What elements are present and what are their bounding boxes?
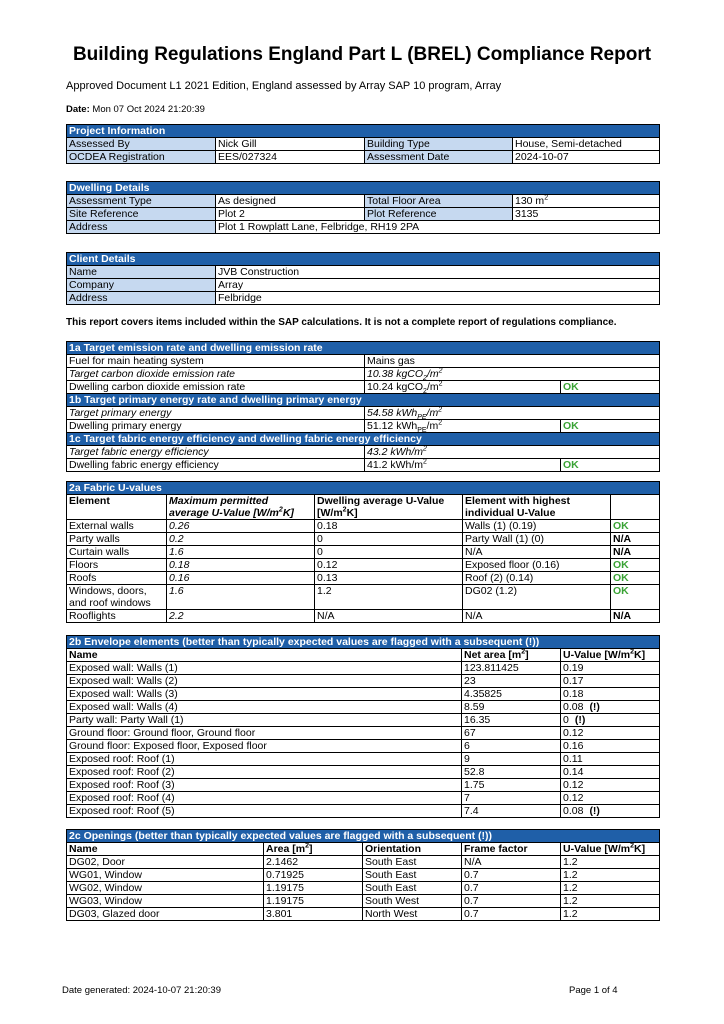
table-row <box>67 572 660 585</box>
tfee-value <box>365 446 660 459</box>
fabric-col-highest <box>463 495 611 520</box>
envelope-area: 67 <box>462 727 561 740</box>
section-1b-header: 1b Target primary energy rate and dwelling primary energy <box>67 394 660 407</box>
report-subtitle: Approved Document L1 2021 Edition, England assessed by Array SAP 10 program, Array <box>66 80 502 92</box>
ter-sup: 2 <box>438 367 443 375</box>
opening-uvalue: 1.2 <box>561 895 660 908</box>
envelope-table <box>66 635 660 818</box>
footer-date-generated: Date generated: 2024-10-07 21:20:39 <box>62 985 221 996</box>
emission-table <box>66 341 660 472</box>
envelope-area: 7 <box>462 792 561 805</box>
opening-frame-factor: 0.7 <box>462 908 561 921</box>
section-1c-header: 1c Target fabric energy efficiency and dwelling fabric energy efficiency <box>67 433 660 446</box>
fabric-status: OK <box>611 520 660 533</box>
fabric-avg-uvalue: 0 <box>315 533 463 546</box>
client-company-label: Company <box>67 279 216 292</box>
table-row <box>67 610 660 623</box>
dwelling-address-label: Address <box>67 221 216 234</box>
fabric-status: OK <box>611 559 660 572</box>
tfee-sup: 2 <box>423 445 427 453</box>
ter-sub: 2 <box>423 375 427 381</box>
fabric-uvalues-table <box>66 481 660 623</box>
envelope-area: 4.35825 <box>462 688 561 701</box>
tfee-number: 43.2 kWh/m <box>367 446 424 458</box>
openings-col-u-end: K] <box>634 843 646 855</box>
table-row <box>67 805 660 818</box>
fabric-col-max <box>167 495 315 520</box>
plot-ref-label: Plot Reference <box>365 208 513 221</box>
fabric-col-avg-line1: Dwelling average U-Value <box>317 495 445 507</box>
building-type-label: Building Type <box>365 138 513 151</box>
envelope-area: 8.59 <box>462 701 561 714</box>
openings-table <box>66 829 660 921</box>
section-2b-header: 2b Envelope elements (better than typically expected values are flagged with a subsequent (!)) <box>67 636 660 649</box>
table-row <box>67 792 660 805</box>
envelope-col-u <box>561 649 660 662</box>
fabric-status: OK <box>611 585 660 610</box>
ter-value <box>365 368 660 381</box>
dpe-label: Dwelling primary energy <box>67 420 365 433</box>
envelope-col-u-text: U-Value [W/m <box>563 649 631 661</box>
fabric-max-uvalue: 0.2 <box>167 533 315 546</box>
envelope-uvalue-number: 0.12 <box>563 792 584 804</box>
opening-frame-factor: N/A <box>462 856 561 869</box>
fabric-max-uvalue: 1.6 <box>167 546 315 559</box>
dfee-number: 41.2 kWh/m <box>367 459 424 471</box>
envelope-uvalue-number: 0.12 <box>563 779 584 791</box>
envelope-name: Ground floor: Ground floor, Ground floor <box>67 727 462 740</box>
tpe-number: 54.58 kWh <box>367 407 418 419</box>
building-type-value: House, Semi-detached <box>513 138 660 151</box>
fuel-label: Fuel for main heating system <box>67 355 365 368</box>
envelope-name: Exposed roof: Roof (1) <box>67 753 462 766</box>
dwelling-address-value: Plot 1 Rowplatt Lane, Felbridge, RH19 2PA <box>216 221 660 234</box>
fabric-max-uvalue: 0.26 <box>167 520 315 533</box>
envelope-area: 16.35 <box>462 714 561 727</box>
opening-area: 1.19175 <box>264 895 363 908</box>
der-number: 10.24 kgCO <box>367 381 424 393</box>
envelope-area: 6 <box>462 740 561 753</box>
site-ref-value: Plot 2 <box>216 208 365 221</box>
dfee-status: OK <box>561 459 660 472</box>
fabric-col-avg-sup: 2 <box>342 506 347 514</box>
envelope-col-u-end: K] <box>634 649 646 661</box>
project-info-header: Project Information <box>67 125 660 138</box>
fabric-status: N/A <box>611 546 660 559</box>
envelope-uvalue <box>561 688 660 701</box>
table-row <box>67 675 660 688</box>
envelope-uvalue-number: 0.14 <box>563 766 584 778</box>
ocdea-label: OCDEA Registration <box>67 151 216 164</box>
envelope-col-area <box>462 649 561 662</box>
fabric-col-max-line1: Maximum permitted <box>169 495 269 507</box>
table-row <box>67 856 660 869</box>
opening-orientation: South East <box>363 869 462 882</box>
fabric-element: Floors <box>67 559 167 572</box>
fabric-element: Rooflights <box>67 610 167 623</box>
dpe-sub: PE <box>417 427 427 433</box>
opening-name: WG01, Window <box>67 869 264 882</box>
table-row <box>67 908 660 921</box>
table-row <box>67 662 660 675</box>
floor-area-value <box>513 195 660 208</box>
assessment-date-label: Assessment Date <box>365 151 513 164</box>
der-value <box>365 381 561 394</box>
fabric-col-avg <box>315 495 463 520</box>
openings-col-area-sup: 2 <box>305 842 310 850</box>
dfee-label: Dwelling fabric energy efficiency <box>67 459 365 472</box>
envelope-name: Exposed wall: Walls (2) <box>67 675 462 688</box>
fabric-status: N/A <box>611 533 660 546</box>
envelope-name: Exposed roof: Roof (2) <box>67 766 462 779</box>
floor-area-label: Total Floor Area <box>365 195 513 208</box>
envelope-name: Ground floor: Exposed floor, Exposed floor <box>67 740 462 753</box>
envelope-uvalue-number: 0.11 <box>563 753 583 765</box>
openings-rows <box>67 856 660 921</box>
date-value: Mon 07 Oct 2024 21:20:39 <box>92 104 205 115</box>
report-date <box>66 104 205 115</box>
envelope-uvalue-number: 0.17 <box>563 675 584 687</box>
tfee-label: Target fabric energy efficiency <box>67 446 365 459</box>
der-unit: /m <box>426 381 439 393</box>
site-ref-label: Site Reference <box>67 208 216 221</box>
tpe-sup: 2 <box>438 406 443 414</box>
dpe-status: OK <box>561 420 660 433</box>
table-row <box>67 688 660 701</box>
fabric-element: Windows, doors, and roof windows <box>67 585 167 610</box>
table-row <box>67 714 660 727</box>
section-1a-header: 1a Target emission rate and dwelling emission rate <box>67 342 660 355</box>
fabric-col-max-line2: average U-Value [W/m <box>169 507 279 519</box>
opening-orientation: South East <box>363 856 462 869</box>
dpe-value <box>365 420 561 433</box>
table-row <box>67 701 660 714</box>
envelope-uvalue <box>561 675 660 688</box>
plot-ref-value: 3135 <box>513 208 660 221</box>
dwelling-details-header: Dwelling Details <box>67 182 660 195</box>
client-company-value: Array <box>216 279 660 292</box>
better-than-expected-flag: (!) <box>589 805 600 817</box>
envelope-uvalue <box>561 714 660 727</box>
opening-frame-factor: 0.7 <box>462 895 561 908</box>
fabric-col-avg-end: K] <box>346 507 358 519</box>
envelope-area: 123.811425 <box>462 662 561 675</box>
opening-orientation: North West <box>363 908 462 921</box>
envelope-col-area-text: Net area [m <box>464 649 522 661</box>
fabric-highest-element: N/A <box>463 610 611 623</box>
envelope-uvalue <box>561 779 660 792</box>
opening-name: DG03, Glazed door <box>67 908 264 921</box>
opening-orientation: South West <box>363 895 462 908</box>
envelope-col-area-end: ] <box>525 649 529 661</box>
fabric-highest-element: Walls (1) (0.19) <box>463 520 611 533</box>
tpe-unit: /m <box>426 407 439 419</box>
fabric-avg-uvalue: 0 <box>315 546 463 559</box>
der-label: Dwelling carbon dioxide emission rate <box>67 381 365 394</box>
fabric-col-high-line1: Element with highest <box>465 495 571 507</box>
openings-col-u-sup: 2 <box>630 842 634 850</box>
assessment-date-value: 2024-10-07 <box>513 151 660 164</box>
table-row <box>67 727 660 740</box>
dfee-sup: 2 <box>423 458 427 466</box>
fabric-status: OK <box>611 572 660 585</box>
fabric-highest-element: Roof (2) (0.14) <box>463 572 611 585</box>
opening-area: 3.801 <box>264 908 363 921</box>
envelope-uvalue <box>561 792 660 805</box>
date-label: Date: <box>66 104 90 115</box>
envelope-uvalue <box>561 766 660 779</box>
openings-col-u <box>561 843 660 856</box>
envelope-area: 52.8 <box>462 766 561 779</box>
table-row <box>67 766 660 779</box>
fabric-highest-element: Exposed floor (0.16) <box>463 559 611 572</box>
table-row <box>67 546 660 559</box>
envelope-uvalue-number: 0.19 <box>563 662 584 674</box>
footer-page-number: Page 1 of 4 <box>569 985 618 996</box>
fuel-value: Mains gas <box>365 355 660 368</box>
fabric-highest-element: DG02 (1.2) <box>463 585 611 610</box>
opening-uvalue: 1.2 <box>561 908 660 921</box>
floor-area-sup: 2 <box>544 194 549 202</box>
fabric-status: N/A <box>611 610 660 623</box>
envelope-uvalue-number: 0.12 <box>563 727 584 739</box>
envelope-uvalue-number: 0 <box>563 714 569 726</box>
envelope-name: Exposed roof: Roof (3) <box>67 779 462 792</box>
envelope-uvalue <box>561 740 660 753</box>
client-address-value: Felbridge <box>216 292 660 305</box>
ter-unit: /m <box>426 368 439 380</box>
tpe-value <box>365 407 660 420</box>
fabric-max-uvalue: 0.16 <box>167 572 315 585</box>
fabric-element: Roofs <box>67 572 167 585</box>
openings-col-area-end: ] <box>309 843 313 855</box>
fabric-avg-uvalue: 0.12 <box>315 559 463 572</box>
fabric-element: Curtain walls <box>67 546 167 559</box>
fabric-max-uvalue: 1.6 <box>167 585 315 610</box>
fabric-col-max-sup: 2 <box>278 506 283 514</box>
section-2a-header: 2a Fabric U-values <box>67 482 660 495</box>
openings-col-name: Name <box>67 843 264 856</box>
client-name-label: Name <box>67 266 216 279</box>
dpe-sup: 2 <box>438 419 443 427</box>
der-sup: 2 <box>438 380 443 388</box>
envelope-uvalue <box>561 805 660 818</box>
openings-col-frame: Frame factor <box>462 843 561 856</box>
table-row <box>67 895 660 908</box>
openings-col-area <box>264 843 363 856</box>
opening-name: WG02, Window <box>67 882 264 895</box>
opening-uvalue: 1.2 <box>561 869 660 882</box>
der-sub: 2 <box>423 388 427 394</box>
tpe-sub: PE <box>417 414 427 420</box>
envelope-area: 23 <box>462 675 561 688</box>
opening-frame-factor: 0.7 <box>462 869 561 882</box>
table-row <box>67 533 660 546</box>
dwelling-details-table <box>66 181 660 234</box>
fabric-col-element: Element <box>67 495 167 520</box>
fabric-highest-element: Party Wall (1) (0) <box>463 533 611 546</box>
fabric-rows <box>67 520 660 623</box>
opening-orientation: South East <box>363 882 462 895</box>
table-row <box>67 882 660 895</box>
table-row <box>67 585 660 610</box>
opening-area: 2.1462 <box>264 856 363 869</box>
envelope-area: 1.75 <box>462 779 561 792</box>
envelope-name: Exposed roof: Roof (5) <box>67 805 462 818</box>
envelope-name: Party wall: Party Wall (1) <box>67 714 462 727</box>
fabric-element: External walls <box>67 520 167 533</box>
dpe-number: 51.12 kWh <box>367 420 418 432</box>
fabric-avg-uvalue: 0.13 <box>315 572 463 585</box>
envelope-col-u-sup: 2 <box>630 648 634 656</box>
assessment-type-label: Assessment Type <box>67 195 216 208</box>
fabric-max-uvalue: 2.2 <box>167 610 315 623</box>
client-name-value: JVB Construction <box>216 266 660 279</box>
table-row <box>67 740 660 753</box>
envelope-name: Exposed wall: Walls (3) <box>67 688 462 701</box>
project-info-table <box>66 124 660 164</box>
table-row <box>67 779 660 792</box>
envelope-uvalue-number: 0.16 <box>563 740 584 752</box>
envelope-uvalue-number: 0.18 <box>563 688 584 700</box>
envelope-rows <box>67 662 660 818</box>
report-title: Building Regulations England Part L (BREL) Compliance Report <box>72 44 652 65</box>
fabric-max-uvalue: 0.18 <box>167 559 315 572</box>
table-row <box>67 753 660 766</box>
fabric-element: Party walls <box>67 533 167 546</box>
envelope-uvalue-number: 0.08 <box>563 805 584 817</box>
tpe-label: Target primary energy <box>67 407 365 420</box>
fabric-col-high-line2: individual U-Value <box>465 507 556 519</box>
openings-col-u-text: U-Value [W/m <box>563 843 631 855</box>
envelope-col-area-sup: 2 <box>521 648 526 656</box>
opening-uvalue: 1.2 <box>561 856 660 869</box>
fabric-col-avg-line2: [W/m <box>317 507 343 519</box>
openings-col-orientation: Orientation <box>363 843 462 856</box>
ter-label: Target carbon dioxide emission rate <box>67 368 365 381</box>
section-2c-header: 2c Openings (better than typically expected values are flagged with a subsequent (!)) <box>67 830 660 843</box>
fabric-avg-uvalue: N/A <box>315 610 463 623</box>
der-status: OK <box>561 381 660 394</box>
client-details-header: Client Details <box>67 253 660 266</box>
opening-name: WG03, Window <box>67 895 264 908</box>
opening-frame-factor: 0.7 <box>462 882 561 895</box>
client-details-table <box>66 252 660 305</box>
envelope-col-name: Name <box>67 649 462 662</box>
envelope-uvalue <box>561 701 660 714</box>
fabric-col-max-end: K] <box>282 507 294 519</box>
better-than-expected-flag: (!) <box>589 701 600 713</box>
opening-uvalue: 1.2 <box>561 882 660 895</box>
assessed-by-label: Assessed By <box>67 138 216 151</box>
envelope-uvalue-number: 0.08 <box>563 701 584 713</box>
envelope-name: Exposed roof: Roof (4) <box>67 792 462 805</box>
fabric-avg-uvalue: 1.2 <box>315 585 463 610</box>
fabric-highest-element: N/A <box>463 546 611 559</box>
envelope-area: 9 <box>462 753 561 766</box>
envelope-uvalue <box>561 727 660 740</box>
table-row <box>67 559 660 572</box>
assessment-type-value: As designed <box>216 195 365 208</box>
dfee-value <box>365 459 561 472</box>
table-row <box>67 869 660 882</box>
better-than-expected-flag: (!) <box>574 714 586 726</box>
client-address-label: Address <box>67 292 216 305</box>
fabric-col-status <box>611 495 660 520</box>
envelope-area: 7.4 <box>462 805 561 818</box>
envelope-name: Exposed wall: Walls (4) <box>67 701 462 714</box>
floor-area-number: 130 m <box>515 195 545 207</box>
envelope-name: Exposed wall: Walls (1) <box>67 662 462 675</box>
openings-col-area-text: Area [m <box>266 843 306 855</box>
scope-notice: This report covers items included within the SAP calculations. It is not a complete report of regulations compliance. <box>66 317 617 328</box>
opening-area: 0.71925 <box>264 869 363 882</box>
table-row <box>67 520 660 533</box>
ter-number: 10.38 kgCO <box>367 368 424 380</box>
fabric-avg-uvalue: 0.18 <box>315 520 463 533</box>
opening-name: DG02, Door <box>67 856 264 869</box>
ocdea-value: EES/027324 <box>216 151 365 164</box>
envelope-uvalue <box>561 662 660 675</box>
envelope-uvalue <box>561 753 660 766</box>
dpe-unit: /m <box>426 420 439 432</box>
assessed-by-value: Nick Gill <box>216 138 365 151</box>
opening-area: 1.19175 <box>264 882 363 895</box>
